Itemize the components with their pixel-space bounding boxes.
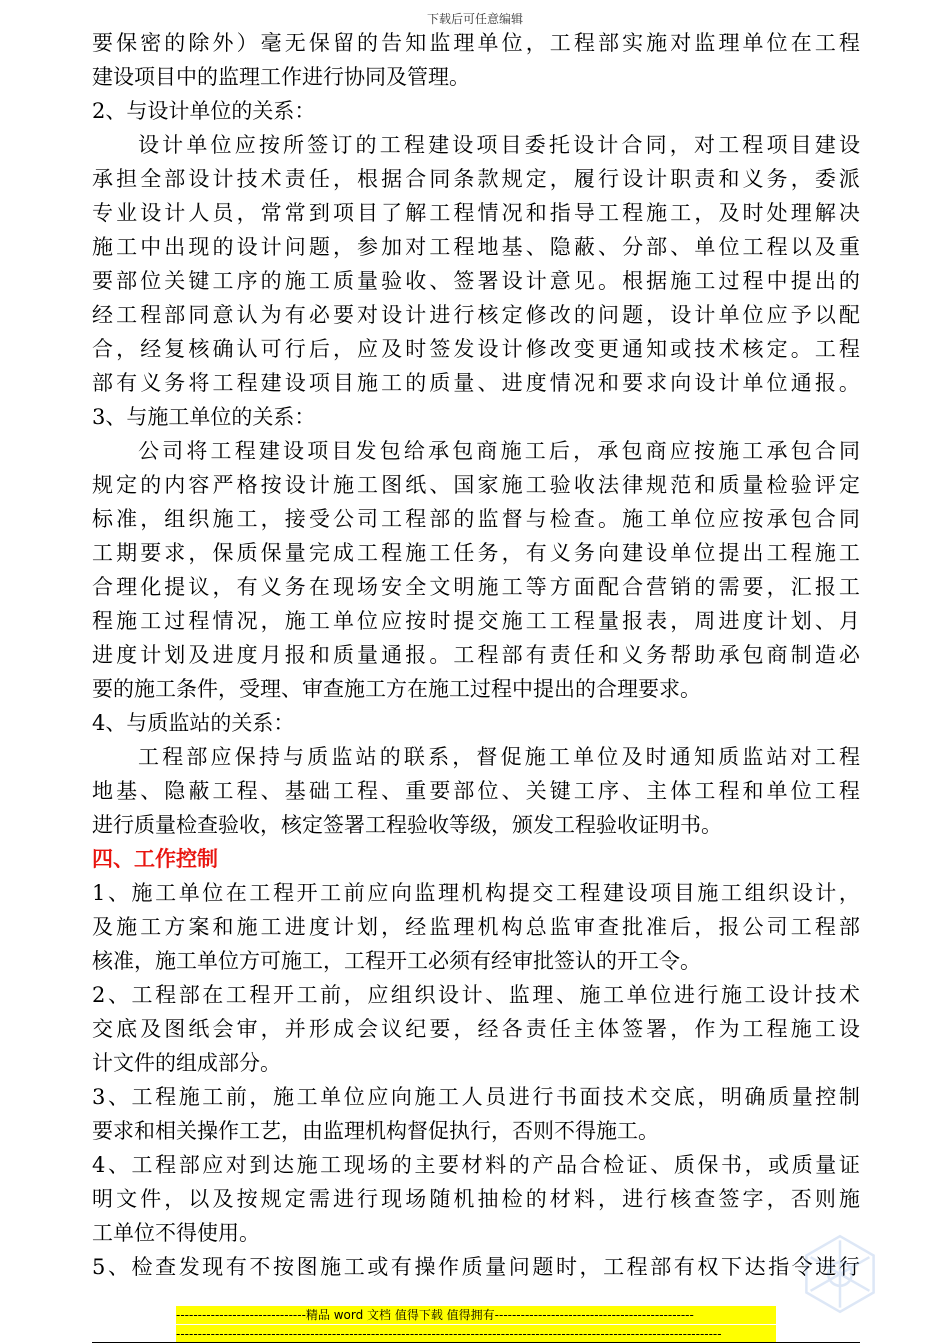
text-line: 2、与设计单位的关系： xyxy=(92,99,316,123)
text-line: 工 期 要 求 ， 保 质 保 量 完 成 工 程 施 工 任 务 ， 有 义 务 向 建 设 单 位 提 出 工 程 施 工 xyxy=(92,541,860,565)
text-line: 经 工 程 部 同 意 认 为 有 必 要 对 设 计 进 行 核 定 修 改 的 问 题 ， 设 计 单 位 应 予 以 配 xyxy=(92,303,860,327)
text-line: 要 保 密 的 除 外 ） 毫 无 保 留 的 告 知 监 理 单 位 ， 工 程 部 实 施 对 监 理 单 位 在 工 程 xyxy=(92,31,860,55)
text-line: 要求和相关操作工艺，由监理机构督促执行，否则不得施工。 xyxy=(92,1119,659,1143)
text-line: 工 程 部 应 保 持 与 质 监 站 的 联 系 ， 督 促 施 工 单 位 及 时 通 知 质 监 站 对 工 程 xyxy=(138,745,860,769)
section-heading: 四、工作控制 xyxy=(92,847,218,871)
header-note: 下载后可任意编辑 xyxy=(426,12,523,26)
text-line: 部 有 义 务 将 工 程 建 设 项 目 施 工 的 质 量 、 进 度 情 况 和 要 求 向 设 计 单 位 通 报 。 xyxy=(92,371,860,395)
text-line: 建设项目中的监理工作进行协同及管理。 xyxy=(92,65,470,89)
text-line: 3 、 工 程 施 工 前 ， 施 工 单 位 应 向 施 工 人 员 进 行 书 面 技 术 交 底 ， 明 确 质 量 控 制 xyxy=(92,1085,860,1109)
text-line: 核准，施工单位方可施工，工程开工必须有经审批签认的开工令。 xyxy=(92,949,701,973)
text-line: 4、与质监站的关系： xyxy=(92,711,295,735)
footer-promo-band: ------------------------------精品 word 文档 值得下载 值得拥有---------------------------------------------- xyxy=(176,1306,776,1324)
text-line: 地 基 、 隐 蔽 工 程 、 基 础 工 程 、 重 要 部 位 、 关 键 工 序 、 主 体 工 程 和 单 位 工 程 xyxy=(92,779,860,803)
text-line: 专 业 设 计 人 员 ， 常 常 到 项 目 了 解 工 程 情 况 和 指 导 工 程 施 工 ， 及 时 处 理 解 决 xyxy=(92,201,860,225)
snowflake-watermark-icon xyxy=(798,1232,882,1316)
text-line: 工单位不得使用。 xyxy=(92,1221,260,1245)
text-line: 要的施工条件，受理、审查施工方在施工过程中提出的合理要求。 xyxy=(92,677,701,701)
text-line: 规 定 的 内 容 严 格 按 设 计 施 工 图 纸 、 国 家 施 工 验 收 法 律 规 范 和 质 量 检 验 评 定 xyxy=(92,473,860,497)
text-line: 施 工 中 出 现 的 设 计 问 题 ， 参 加 对 工 程 地 基 、 隐 蔽 、 分 部 、 单 位 工 程 以 及 重 xyxy=(92,235,860,259)
text-line: 设 计 单 位 应 按 所 签 订 的 工 程 建 设 项 目 委 托 设 计 合 同 ， 对 工 程 项 目 建 设 xyxy=(138,133,860,157)
text-line: 合 理 化 提 议 ， 有 义 务 在 现 场 安 全 文 明 施 工 等 方 面 配 合 营 销 的 需 要 ， 汇 报 工 xyxy=(92,575,860,599)
text-line: 明 文 件 ， 以 及 按 规 定 需 进 行 现 场 随 机 抽 检 的 材 料 ， 进 行 核 查 签 字 ， 否 则 施 xyxy=(92,1187,860,1211)
text-line: 2 、 工 程 部 在 工 程 开 工 前 ， 应 组 织 设 计 、 监 理 、 施 工 单 位 进 行 施 工 设 计 技 术 xyxy=(92,983,860,1007)
text-line: 标 准 ， 组 织 施 工 ， 接 受 公 司 工 程 部 的 监 督 与 检 查 。 施 工 单 位 应 按 承 包 合 同 xyxy=(92,507,860,531)
text-line: 要 部 位 关 键 工 序 的 施 工 质 量 验 收 、 签 署 设 计 意 见 。 根 据 施 工 过 程 中 提 出 的 xyxy=(92,269,860,293)
text-line: 进 度 计 划 及 进 度 月 报 和 质 量 通 报 。 工 程 部 有 责 任 和 义 务 帮 助 承 包 商 制 造 必 xyxy=(92,643,860,667)
footer-dash-band: ------------------------------------------------------------------------------------------------------------------------------ xyxy=(176,1325,776,1343)
text-line: 承 担 全 部 设 计 技 术 责 任 ， 根 据 合 同 条 款 规 定 ， 履 行 设 计 职 责 和 义 务 ， 委 派 xyxy=(92,167,860,191)
text-line: 程 施 工 过 程 情 况 ， 施 工 单 位 应 按 时 提 交 施 工 工 程 量 报 表 ， 周 进 度 计 划 、 月 xyxy=(92,609,860,633)
footer-rule xyxy=(92,1342,860,1343)
text-line: 及 施 工 方 案 和 施 工 进 度 计 划 ， 经 监 理 机 构 总 监 审 查 批 准 后 ， 报 公 司 工 程 部 xyxy=(92,915,860,939)
text-line: 1 、 施 工 单 位 在 工 程 开 工 前 应 向 监 理 机 构 提 交 工 程 建 设 项 目 施 工 组 织 设 计 ， xyxy=(92,881,860,905)
text-line: 公 司 将 工 程 建 设 项 目 发 包 给 承 包 商 施 工 后 ， 承 包 商 应 按 施 工 承 包 合 同 xyxy=(138,439,860,463)
document-body xyxy=(92,26,860,1284)
text-line: 5 、 检 查 发 现 有 不 按 图 施 工 或 有 操 作 质 量 问 题 时 ， 工 程 部 有 权 下 达 指 令 进 行 xyxy=(92,1255,860,1279)
text-line: 3、与施工单位的关系： xyxy=(92,405,316,429)
text-line: 进行质量检查验收，核定签署工程验收等级，颁发工程验收证明书。 xyxy=(92,813,722,837)
text-line: 4 、 工 程 部 应 对 到 达 施 工 现 场 的 主 要 材 料 的 产 品 合 检 证 、 质 保 书 ， 或 质 量 证 xyxy=(92,1153,860,1177)
text-line: 合 ， 经 复 核 确 认 可 行 后 ， 应 及 时 签 发 设 计 修 改 变 更 通 知 或 技 术 核 定 。 工 程 xyxy=(92,337,860,361)
text-line: 计文件的组成部分。 xyxy=(92,1051,281,1075)
text-line: 交 底 及 图 纸 会 审 ， 并 形 成 会 议 纪 要 ， 经 各 责 任 主 体 签 署 ， 作 为 工 程 施 工 设 xyxy=(92,1017,860,1041)
